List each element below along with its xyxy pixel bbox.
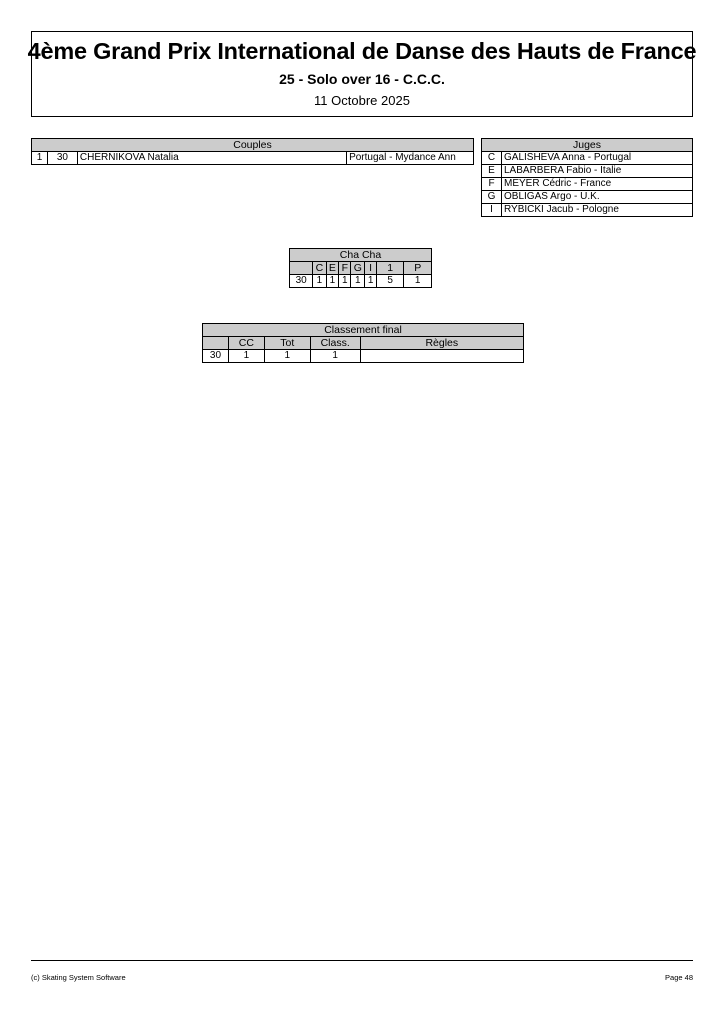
judge-letter: E: [482, 165, 502, 178]
judge-letter: I: [482, 204, 502, 217]
column-header-judge-i: I: [365, 262, 377, 275]
judges-heading: Juges: [482, 139, 693, 152]
footer-page-number: Page 48: [665, 973, 693, 982]
dance-mark-e: 1: [326, 275, 339, 288]
column-header-judge-e: E: [326, 262, 339, 275]
footer-copyright: (c) Skating System Software: [31, 973, 126, 982]
page-title: 4ème Grand Prix International de Danse des Hauts de France: [27, 38, 697, 64]
table-row: [482, 191, 693, 204]
table-row: [482, 165, 693, 178]
couple-club: Portugal - Mydance Ann: [347, 152, 474, 165]
table-header-row: [203, 324, 524, 337]
table-row: [482, 152, 693, 165]
final-rules: [360, 350, 523, 363]
couple-name: CHERNIKOVA Natalia: [77, 152, 346, 165]
judge-name: LABARBERA Fabio - Italie: [502, 165, 693, 178]
dance-mark-f: 1: [339, 275, 351, 288]
judge-name: GALISHEVA Anna - Portugal: [502, 152, 693, 165]
final-tot: 1: [264, 350, 310, 363]
header-box: [27, 31, 697, 117]
table-column-header-row: [203, 337, 524, 350]
dance-heading: Cha Cha: [290, 249, 432, 262]
final-classement: 1: [310, 350, 360, 363]
event-subtitle: 25 - Solo over 16 - C.C.C.: [279, 71, 445, 87]
couple-rank: 1: [32, 152, 48, 165]
table-row: [290, 275, 432, 288]
couple-start-number: 30: [47, 152, 77, 165]
event-date: 11 Octobre 2025: [314, 93, 410, 108]
column-header-rules: Règles: [360, 337, 523, 350]
final-start-number: 30: [203, 350, 229, 363]
judge-name: MEYER Cédric - France: [502, 178, 693, 191]
dance-mark-i: 1: [365, 275, 377, 288]
final-classification-table: [202, 323, 524, 363]
table-column-header-row: [290, 262, 432, 275]
judge-letter: C: [482, 152, 502, 165]
column-header-judge-f: F: [339, 262, 351, 275]
judge-letter: G: [482, 191, 502, 204]
column-header-tot: Tot: [264, 337, 310, 350]
final-heading: Classement final: [203, 324, 524, 337]
dance-start-number: 30: [290, 275, 313, 288]
couples-heading: Couples: [32, 139, 474, 152]
dance-mark-g: 1: [351, 275, 365, 288]
dance-results-section: [289, 248, 432, 288]
final-classification-section: [202, 323, 524, 363]
column-header-cc: CC: [228, 337, 264, 350]
final-cc: 1: [228, 350, 264, 363]
column-header-start: [203, 337, 229, 350]
column-header-judge-c: C: [313, 262, 326, 275]
table-header-row: [32, 139, 474, 152]
couples-table: [31, 138, 474, 165]
table-row: [203, 350, 524, 363]
table-row: [482, 178, 693, 191]
column-header-class: Class.: [310, 337, 360, 350]
judges-table: [481, 138, 693, 217]
table-row: [32, 152, 474, 165]
table-header-row: [482, 139, 693, 152]
column-header-judge-g: G: [351, 262, 365, 275]
table-header-row: [290, 249, 432, 262]
dance-place: 1: [404, 275, 432, 288]
dance-mark-c: 1: [313, 275, 326, 288]
footer-divider: [31, 960, 693, 961]
dance-results-table: [289, 248, 432, 288]
judge-name: RYBICKI Jacub - Pologne: [502, 204, 693, 217]
judge-name: OBLIGAS Argo - U.K.: [502, 191, 693, 204]
column-header-place: P: [404, 262, 432, 275]
judge-letter: F: [482, 178, 502, 191]
couples-section: [31, 138, 474, 165]
dance-sum: 5: [376, 275, 404, 288]
column-header-start: [290, 262, 313, 275]
column-header-sum: 1: [376, 262, 404, 275]
judges-section: [481, 138, 693, 217]
table-row: [482, 204, 693, 217]
